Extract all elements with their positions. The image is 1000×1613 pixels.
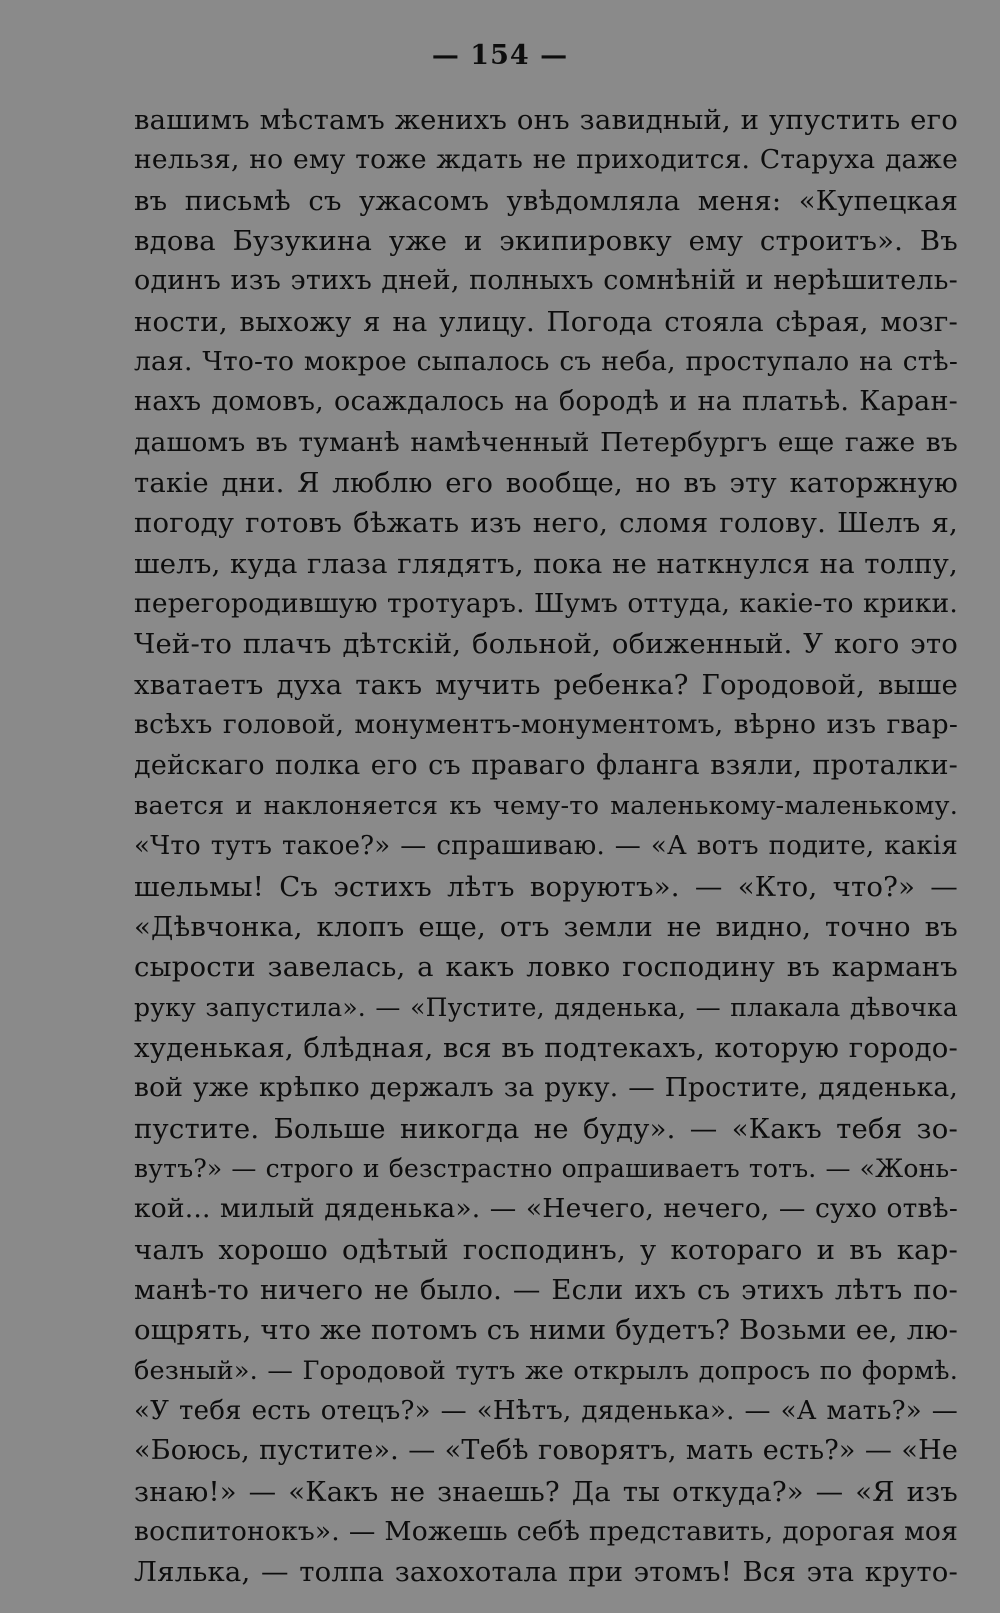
text-line: сырости завелась, а какъ ловко господину въ карманъ (134, 951, 958, 984)
text-line: ощрять, что же потомъ съ ними будетъ? Возьми ее, лю- (134, 1314, 958, 1347)
text-line: вдова Бузукина уже и экипировку ему строитъ». Въ (134, 225, 958, 258)
text-line: пустите. Больше никогда не буду». — «Какъ тебя зо- (134, 1112, 958, 1145)
text-line: дейскаго полка его съ праваго фланга взяли, проталки- (134, 749, 958, 781)
text-line: хватаетъ духа такъ мучить ребенка? Городовой, выше (134, 668, 958, 701)
text-line: вой уже крѣпко держалъ за руку. — Простите, дяденька, (134, 1072, 958, 1104)
page-number: — 154 — (431, 40, 569, 71)
text-line: шельмы! Съ эстихъ лѣтъ воруютъ». — «Кто, что?» — (134, 870, 958, 903)
text-line: безный». — Городовой тутъ же открылъ допросъ по формѣ. (134, 1355, 958, 1386)
text-line: дашомъ въ туманѣ намѣченный Петербургъ еще гаже въ (134, 426, 958, 458)
text-line: нахъ домовъ, осаждалось на бородѣ и на платьѣ. Каран- (134, 386, 958, 418)
text-line: погоду готовъ бѣжать изъ него, сломя голову. Шелъ я, (134, 507, 958, 540)
text-line: знаю!» — «Какъ не знаешь? Да ты откуда?» — «Я изъ (134, 1475, 958, 1508)
text-line: Лялька, — толпа захохотала при этомъ! Вся эта круто- (134, 1556, 958, 1589)
text-line: одинъ изъ этихъ дней, полныхъ сомнѣній и нерѣшитель- (134, 265, 958, 297)
text-line: «Боюсь, пустите». — «Тебѣ говорятъ, мать есть?» — «Не (134, 1435, 958, 1467)
text-line: перегородившую тротуаръ. Шумъ оттуда, какіе-то крики. (134, 588, 958, 620)
text-line: кой... милый дяденька». — «Нечего, нечего, — сухо отвѣ- (134, 1193, 958, 1225)
text-line: манѣ-то ничего не было. — Если ихъ съ этихъ лѣтъ по- (134, 1273, 958, 1306)
text-line: воспитонокъ». — Можешь себѣ представить, дорогая моя (134, 1516, 958, 1548)
text-line: чалъ хорошо одѣтый господинъ, у котораго и въ кар- (134, 1233, 958, 1266)
text-line: Чей-то плачъ дѣтскій, больной, обиженный. У кого это (134, 628, 958, 661)
text-line: худенькая, блѣдная, вся въ подтекахъ, которую городо- (134, 1031, 958, 1064)
text-line: въ письмѣ съ ужасомъ увѣдомляла меня: «Купецкая (134, 184, 958, 217)
text-line: вается и наклоняется къ чему-то маленькому-маленькому. (134, 790, 958, 821)
text-line: всѣхъ головой, монументъ-монументомъ, вѣрно изъ гвар- (134, 709, 958, 741)
text-line: «Дѣвчонка, клопъ еще, отъ земли не видно, точно въ (134, 910, 958, 943)
text-line: руку запустила». — «Пустите, дяденька, — плакала дѣвочка (134, 992, 958, 1022)
text-line: нельзя, но ему тоже ждать не приходится. Старуха даже (134, 144, 958, 176)
body-text (134, 100, 958, 1593)
text-line: такіе дни. Я люблю его вообще, но въ эту каторжную (134, 467, 958, 500)
text-line: лая. Что-то мокрое сыпалось съ неба, проступало на стѣ- (134, 346, 958, 378)
text-line: шелъ, куда глаза глядятъ, пока не наткнулся на толпу, (134, 547, 958, 580)
text-line: ности, выхожу я на улицу. Погода стояла сѣрая, мозг- (134, 305, 958, 338)
text-line: «Что тутъ такое?» — спрашиваю. — «А вотъ подите, какія (134, 831, 958, 862)
text-line: вашимъ мѣстамъ женихъ онъ завидный, и упустить его (134, 104, 958, 136)
text-line: «У тебя есть отецъ?» — «Нѣтъ, дяденька». — «А мать?» — (134, 1396, 958, 1426)
text-line: вутъ?» — строго и безстрастно опрашиваетъ тотъ. — «Жонь- (134, 1153, 958, 1183)
